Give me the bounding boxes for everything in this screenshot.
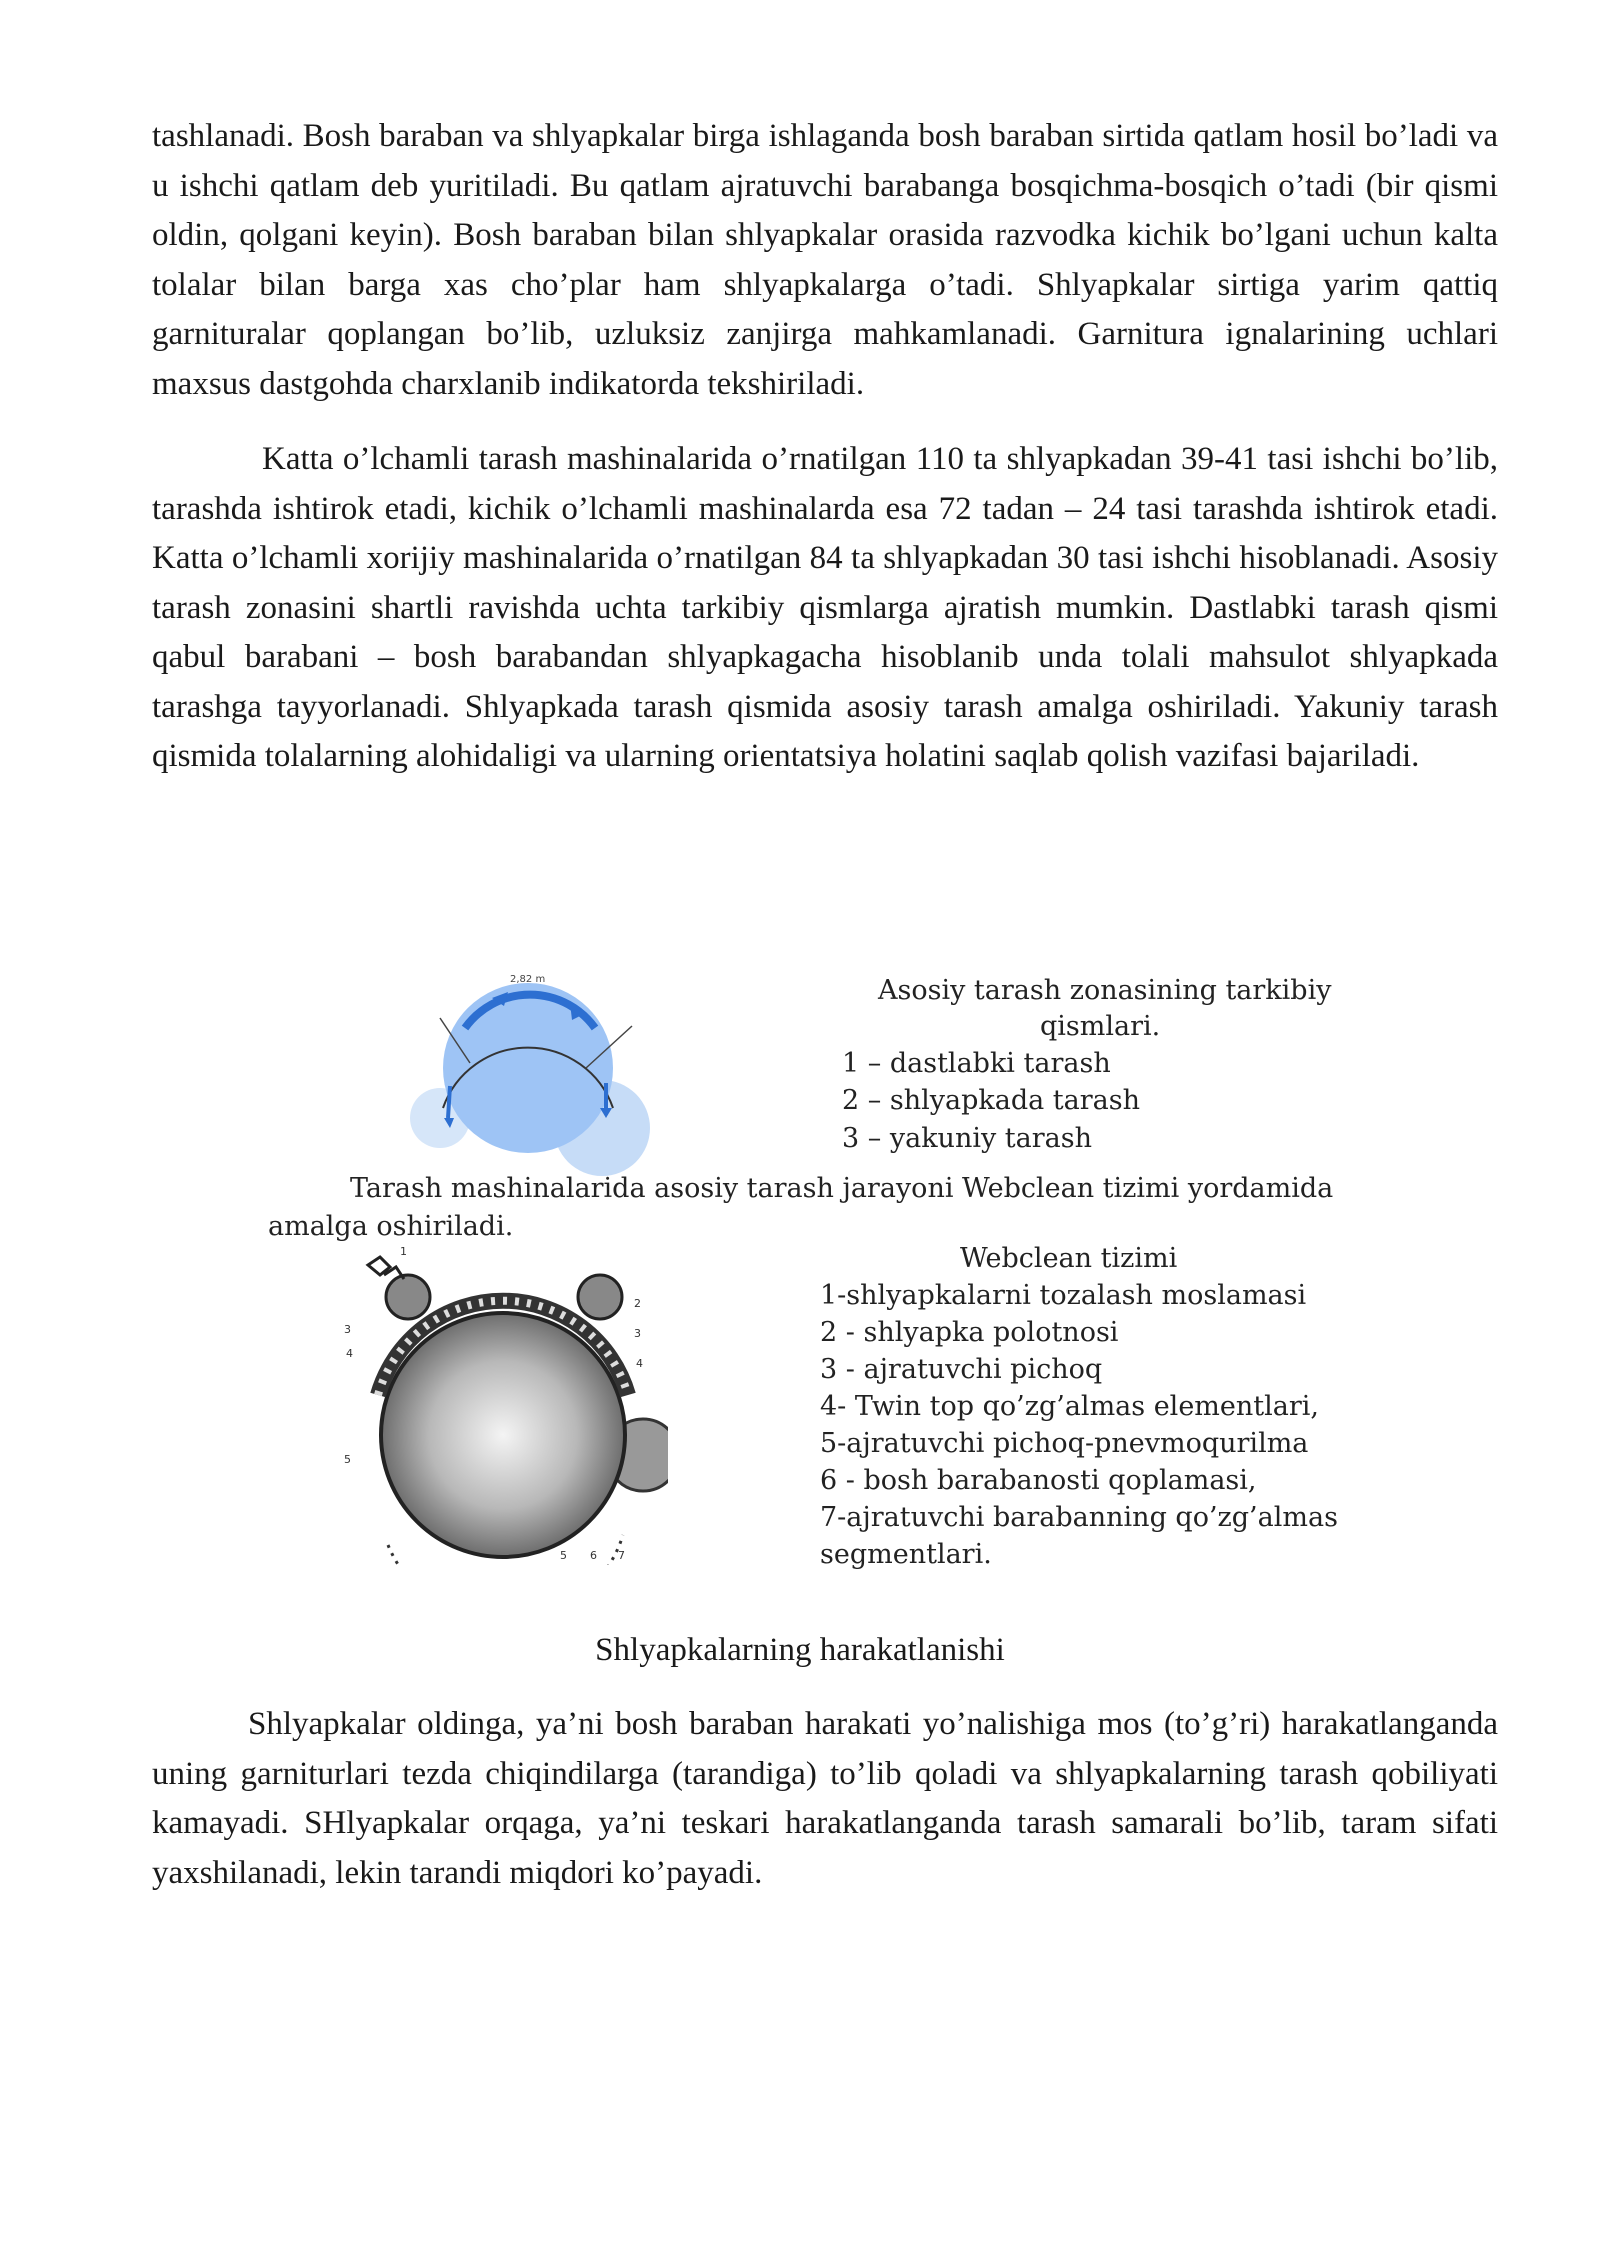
zone-item-1: 1 – dastlabki tarash xyxy=(842,1048,1111,1079)
paragraph-1: tashlanadi. Bosh baraban va shlyapkalar birga ishlaganda bosh baraban sirtida qatlam hosil bo’ladi va u ishchi qatlam deb yuritiladi. Bu qatlam ajratuvchi barabanga bosqichma-bosqich o’tadi (bir qismi oldin, qolgani keyin). Bosh baraban bilan shlyapkalar orasida razvodka kichik bo’lgani uchun kalta tolalar bilan barga xas cho’plar ham shlyapkalarga o’tadi. Shlyapkalar sirtiga yarim qattiq garnituralar qoplangan bo’lib, uzluksiz zanjirga mahkamlanadi. Garnitura ignalarining uchlari maxsus dastgohda charxlanib indikatorda tekshiriladi. xyxy=(152,118,1498,402)
webclean-title: Webclean tizimi xyxy=(960,1243,1178,1274)
diagram-number: 1 xyxy=(400,1245,407,1258)
webclean-item-7: 7-ajratuvchi barabanning qo’zg’almas xyxy=(820,1502,1338,1533)
diagram-number: 3 xyxy=(634,1327,641,1340)
figure-caption: Shlyapkalarning harakatlanishi xyxy=(595,1632,1005,1668)
paragraph-3: Shlyapkalar oldinga, ya’ni bosh baraban harakati yo’nalishiga mos (to’g’ri) harakatlanganda uning garniturlari tezda chiqindilarga (tarandiga) to’lib qoladi va shlyapkalarning tarash qobiliyati kamayadi. SHlyapkalar orqaga, ya’ni teskari harakatlanganda tarash samarali bo’lib, taram sifati yaxshilanadi, lekin tarandi miqdori ko’payadi. xyxy=(152,1706,1498,1891)
page-body-bottom xyxy=(152,1700,1498,1898)
webclean-sentence-line-1: Tarash mashinalarida asosiy tarash jarayoni Webclean tizimi yordamida xyxy=(350,1173,1334,1204)
main-cylinder xyxy=(381,1313,625,1557)
paragraph-2: Katta o’lchamli tarash mashinalarida o’rnatilgan 110 ta shlyapkadan 39-41 tasi ishchi bo’lib, tarashda ishtirok etadi, kichik o’lchamli mashinalarda esa 72 tadan – 24 tasi tarashda ishtirok etadi. Katta o’lchamli xorijiy mashinalarida o’rnatilgan 84 ta shlyapkadan 30 tasi ishchi hisoblanadi. Asosiy tarash zonasini shartli ravishda uchta tarkibiy qismlarga ajratish mumkin. Dastlabki tarash qismi qabul barabani – bosh barabandan shlyapkagacha hisoblanib unda tolali mahsulot shlyapkada tarashga tayyorlanadi. Shlyapkada tarash qismida asosiy tarash amalga oshiriladi. Yakuniy tarash qismida tolalarning alohidaligi va ularning orientatsiya holatini saqlab qolish vazifasi bajariladi. xyxy=(152,441,1498,774)
flat-pulley-left xyxy=(386,1275,430,1319)
diagram-number: 2 xyxy=(634,1297,641,1310)
webclean-item-4: 4- Twin top qo’zg’almas elementlari, xyxy=(820,1391,1319,1422)
webclean-item-5: 5-ajratuvchi pichoq-pnevmoqurilma xyxy=(820,1428,1309,1459)
zone-title-line-1: Asosiy tarash zonasining tarkibiy xyxy=(878,975,1332,1006)
webclean-item-2: 2 - shlyapka polotnosi xyxy=(820,1317,1119,1348)
zone-line-left xyxy=(448,1086,450,1118)
diagram-number: 5 xyxy=(344,1453,351,1466)
zone-title-line-2: qismlari. xyxy=(1040,1011,1161,1042)
diagram-number: 5 xyxy=(560,1549,567,1562)
page-body xyxy=(152,112,1498,782)
webclean-diagram xyxy=(338,1245,668,1565)
diagram-number: 4 xyxy=(636,1357,643,1370)
diagram-number: 3 xyxy=(344,1323,351,1336)
diagram-number: 7 xyxy=(618,1549,625,1562)
webclean-item-6: 6 - bosh barabanosti qoplamasi, xyxy=(820,1465,1257,1496)
diagram-number: 4 xyxy=(346,1347,353,1360)
zone-diagram xyxy=(410,968,700,1178)
diagram-number: 6 xyxy=(590,1549,597,1562)
webclean-item-1: 1-shlyapkalarni tozalash moslamasi xyxy=(820,1280,1307,1311)
figure xyxy=(260,960,1370,1600)
flat-pulley-right xyxy=(578,1275,622,1319)
zone-item-3: 3 – yakuniy tarash xyxy=(842,1123,1093,1154)
zone-item-2: 2 – shlyapkada tarash xyxy=(842,1085,1140,1116)
webclean-item-8: segmentlari. xyxy=(820,1539,992,1570)
diagram-label: 2,82 m xyxy=(510,974,546,985)
webclean-item-3: 3 - ajratuvchi pichoq xyxy=(820,1354,1103,1385)
main-drum xyxy=(443,983,613,1153)
webclean-sentence-line-2: amalga oshiriladi. xyxy=(268,1211,514,1242)
